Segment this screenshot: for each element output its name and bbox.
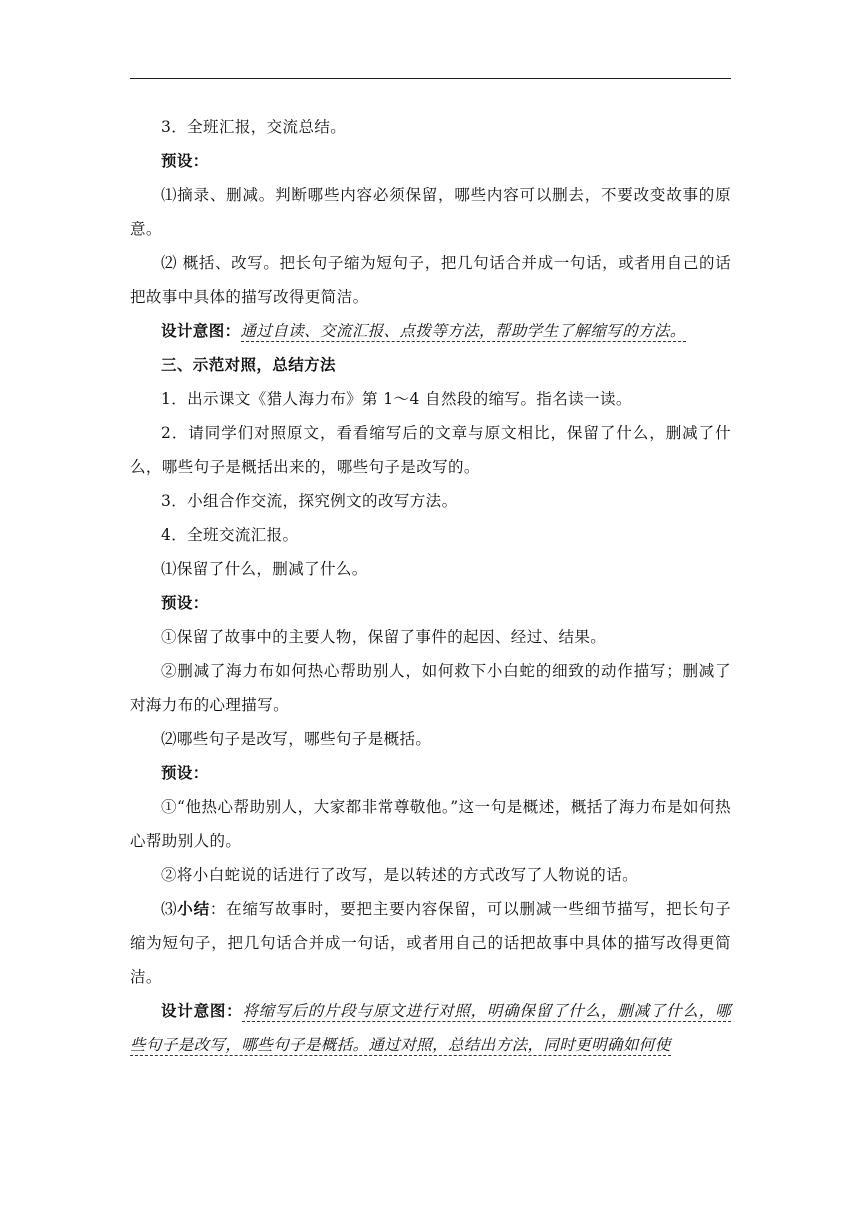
paragraph-sub-2: ⑵哪些句子是改写，哪些句子是概括。	[161, 730, 432, 748]
design-intent-1	[130, 314, 731, 348]
paragraph-preset-2: ⑵ 概括、改写。把长句子缩为短句子，把几句话合并成一句话，或者用自己的话把故事中具体的描写改得更简洁。	[130, 254, 731, 306]
conclusion-label: 小结	[177, 900, 210, 918]
paragraph-summary-sentence: ①“他热心帮助别人，大家都非常尊敬他。”这一句是概述，概括了海力布是如何热心帮助别人的。	[130, 798, 731, 850]
preset-label: 预设：	[161, 594, 209, 612]
design-intent-text: 将缩写后的片段与原文进行对照，明确保留了什么，删减了什么，哪些句子是改写，哪些句子是概括。通过对照，总结出方法，同时更明确如何使	[130, 1002, 731, 1054]
design-intent-2	[130, 994, 731, 1062]
paragraph-step-4: 4．全班交流汇报。	[161, 526, 299, 544]
design-intent-text: 通过自读、交流汇报、点拨等方法，帮助学生了解缩写的方法。	[240, 322, 686, 340]
header-rule	[130, 78, 731, 79]
paragraph-sub-1: ⑴保留了什么，删减了什么。	[161, 560, 368, 578]
paragraph-step-3: 3．全班汇报，交流总结。	[161, 118, 347, 136]
section-heading-3: 三、示范对照，总结方法	[161, 356, 336, 374]
document-body	[130, 110, 731, 1062]
paragraph-kept: ①保留了故事中的主要人物，保留了事件的起因、经过、结果。	[161, 628, 607, 646]
conclusion-prefix: ⑶	[161, 900, 178, 918]
design-intent-label: 设计意图：	[161, 1002, 243, 1020]
paragraph-step-3b: 3．小组合作交流，探究例文的改写方法。	[161, 492, 458, 510]
design-intent-label: 设计意图：	[161, 322, 241, 340]
paragraph-step-2: 2．请同学们对照原文，看看缩写后的文章与原文相比，保留了什么，删减了什么，哪些句子是概括出来的，哪些句子是改写的。	[130, 424, 731, 476]
conclusion-text: ：在缩写故事时，要把主要内容保留，可以删减一些细节描写，把长句子缩为短句子，把几句话合并成一句话，或者用自己的话把故事中具体的描写改得更简洁。	[130, 900, 731, 986]
paragraph-removed: ②删减了海力布如何热心帮助别人，如何救下小白蛇的细致的动作描写；删减了对海力布的心理描写。	[130, 662, 731, 714]
paragraph-conclusion	[130, 892, 731, 994]
paragraph-rewrite: ②将小白蛇说的话进行了改写，是以转述的方式改写了人物说的话。	[161, 866, 639, 884]
preset-label: 预设：	[161, 764, 209, 782]
paragraph-step-1: 1．出示课文《猎人海力布》第 1～4 自然段的缩写。指名读一读。	[161, 390, 632, 408]
paragraph-preset-1: ⑴摘录、删减。判断哪些内容必须保留，哪些内容可以删去，不要改变故事的原意。	[130, 186, 731, 238]
preset-label: 预设：	[161, 152, 209, 170]
